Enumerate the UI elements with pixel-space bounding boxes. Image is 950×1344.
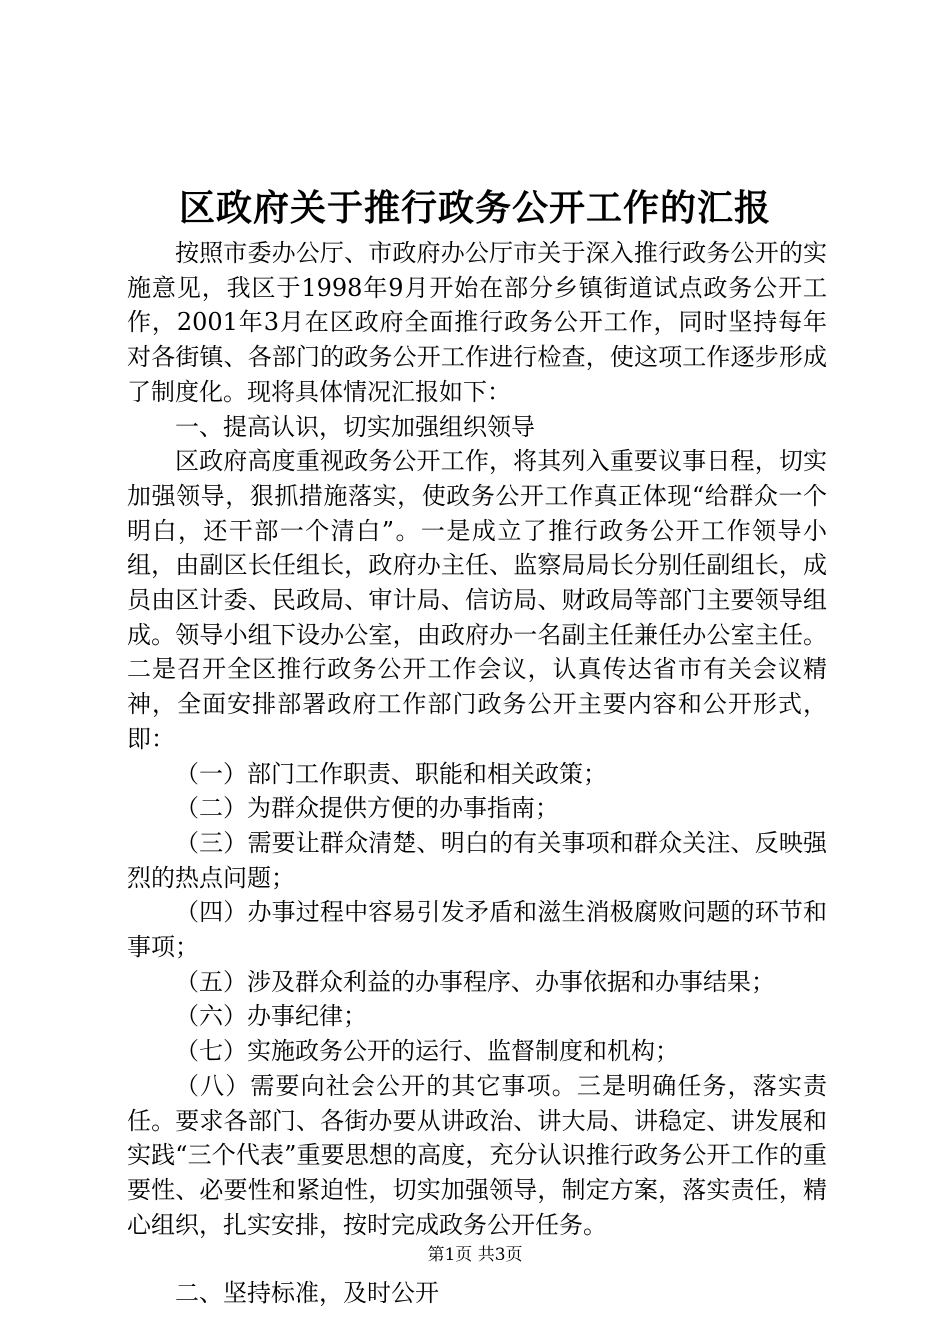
- list-item-2: （二）为群众提供方便的办事指南；: [175, 794, 559, 823]
- document-body: [127, 236, 827, 1311]
- list-item-6: （六）办事纪律；: [175, 1002, 367, 1031]
- section-one-paragraph: 区政府高度重视政务公开工作，将其列入重要议事日程，切实加强领导，狠抓措施落实，使政务公开工作真正体现“给群众一个明白，还干部一个清白”。一是成立了推行政务公开工作领导小组，由副区长任组长，政府办主任、监察局局长分别任副组长，成员由区计委、民政局、审计局、信访局、财政局等部门主要领导组成。领导小组下设办公室，由政府办一名副主任兼任办公室主任。二是召开全区推行政务公开工作会议，认真传达省市有关会议精神，全面安排部署政府工作部门政务公开主要内容和公开形式，即：: [127, 447, 827, 753]
- list-item-1: （一）部门工作职责、职能和相关政策；: [175, 759, 607, 788]
- document-title: 区政府关于推行政务公开工作的汇报: [178, 187, 771, 229]
- list-item-5: （五）涉及群众利益的办事程序、办事依据和办事结果；: [175, 967, 775, 996]
- section-one-heading: 一、提高认识，切实加强组织领导: [175, 412, 535, 441]
- intro-paragraph: 按照市委办公厅、市政府办公厅市关于深入推行政务公开的实施意见，我区于1998年9月开始在部分乡镇街道试点政务公开工作，2001年3月在区政府全面推行政务公开工作，同时坚持每年对各街镇、各部门的政务公开工作进行检查，使这项工作逐步形成了制度化。现将具体情况汇报如下：: [127, 239, 827, 406]
- list-item-7: （七）实施政务公开的运行、监督制度和机构；: [175, 1037, 679, 1066]
- list-item-4: （四）办事过程中容易引发矛盾和滋生消极腐败问题的环节和事项；: [127, 898, 827, 962]
- page-footer: 第1页 共3页: [427, 1245, 523, 1265]
- list-item-3: （三）需要让群众清楚、明白的有关事项和群众关注、反映强烈的热点问题；: [127, 828, 827, 892]
- list-item-8: （八）需要向社会公开的其它事项。三是明确任务，落实责任。要求各部门、各街办要从讲政治、讲大局、讲稳定、讲发展和实践“三个代表”重要思想的高度，充分认识推行政务公开工作的重要性、必要性和紧迫性，切实加强领导，制定方案，落实责任，精心组织，扎实安排，按时完成政务公开任务。: [127, 1071, 827, 1239]
- section-two-heading: 二、坚持标准，及时公开: [175, 1279, 439, 1308]
